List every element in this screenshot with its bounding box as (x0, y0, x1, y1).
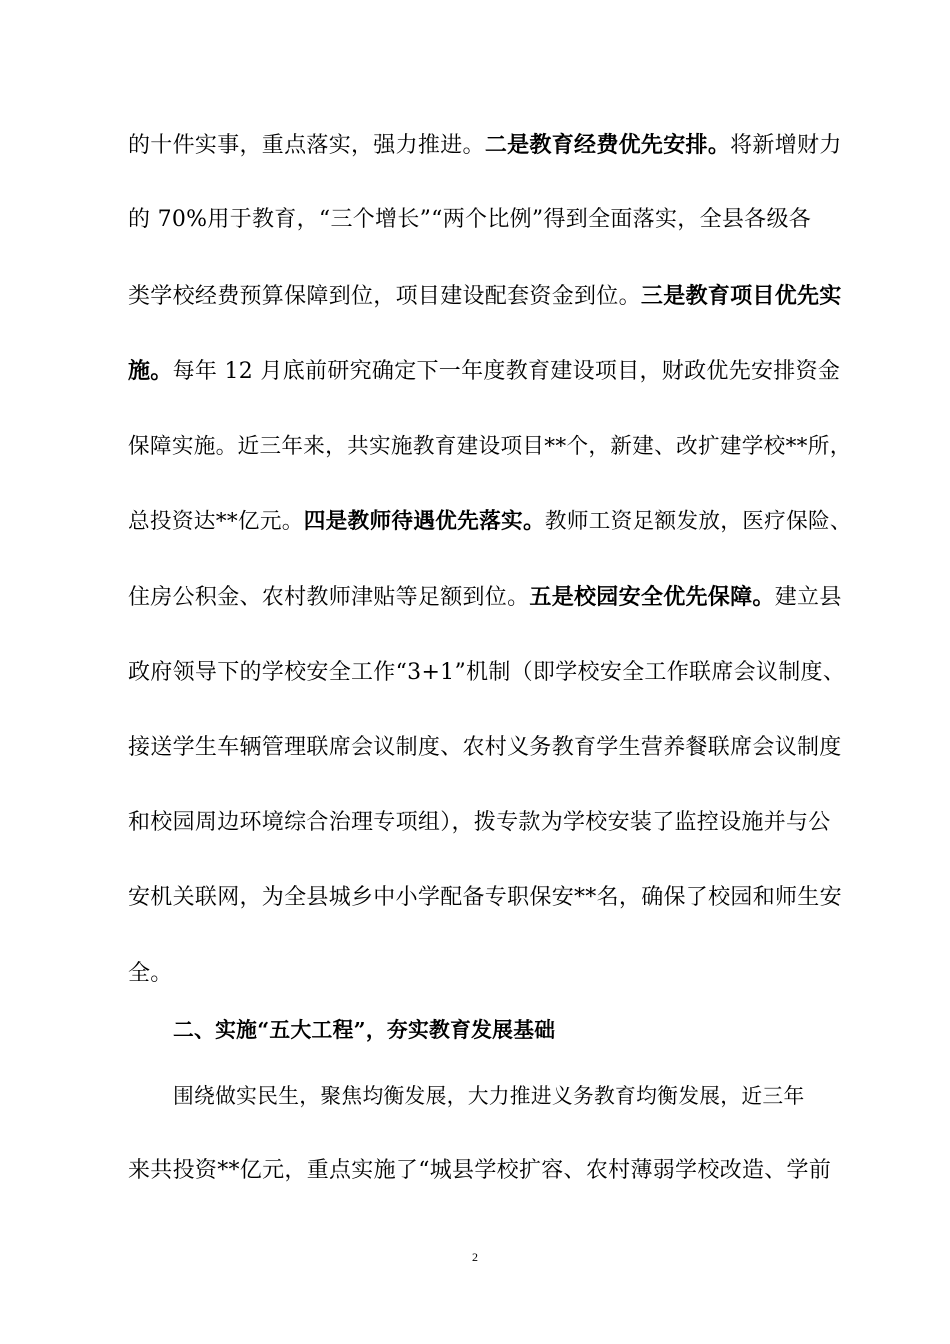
text-segment: 的十件实事，重点落实，强力推进。 (128, 133, 485, 158)
bold-segment: 四是教师待遇优先落实。 (303, 509, 545, 534)
bold-segment: 五是校园安全优先保障。 (529, 584, 775, 610)
bold-segment: 施。 (128, 358, 173, 384)
text-line-4 (128, 356, 848, 387)
text-line-5 (128, 432, 852, 462)
bold-segment: 三是教育项目优先实 (640, 283, 842, 309)
text-segment: 和校园周边环境综合治理专项组），拨专款为学校安装了监控设施并与公 (128, 810, 831, 835)
text-segment: 总投资达**亿元。 (128, 509, 304, 534)
text-segment: 接送学生车辆管理联席会议制度、农村义务教育学生营养餐联席会议制度 (128, 735, 842, 760)
text-segment: 政府领导下的学校安全工作“3+1”机制（即学校安全工作联席会议制度、 (128, 660, 846, 685)
text-line-7 (128, 582, 848, 613)
text-segment: 保障实施。近三年来，共实施教育建设项目**个，新建、改扩建学校**所， (128, 434, 852, 459)
text-line-3 (128, 281, 848, 312)
text-segment: 住房公积金、农村教师津贴等足额到位。 (128, 585, 530, 610)
text-line-10 (128, 808, 848, 838)
text-segment: 建立县 (774, 585, 842, 610)
text-segment: 类学校经费预算保障到位，项目建设配套资金到位。 (128, 284, 641, 309)
paragraph-line-2: 来共投资**亿元，重点实施了“城县学校扩容、农村薄弱学校改造、学前 (128, 1158, 832, 1183)
text-line-8 (128, 658, 848, 688)
text-line-2 (128, 205, 848, 235)
bold-segment: 二是教育经费优先安排。 (484, 132, 731, 158)
text-segment: 将新增财力 (730, 133, 842, 158)
paragraph-line-1: 围绕做实民生，聚焦均衡发展，大力推进义务教育均衡发展，近三年 (173, 1084, 805, 1108)
text-line-12 (128, 959, 848, 989)
page-number: 2 (472, 1250, 478, 1264)
text-line-9 (128, 733, 848, 763)
section-heading: 二、实施“五大工程”，夯实教育发展基础 (173, 1018, 556, 1042)
text-segment: 教师工资足额发放，医疗保险、 (544, 509, 852, 534)
text-line-1 (128, 130, 848, 161)
text-segment: 的 70%用于教育，“三个增长”“两个比例”得到全面落实，全县各级各 (128, 207, 812, 232)
text-segment: 安机关联网，为全县城乡中小学配备专职保安**名，确保了校园和师生安 (128, 885, 842, 910)
text-line-6 (128, 507, 852, 537)
text-segment: 全。 (128, 961, 173, 986)
text-segment: 每年 12 月底前研究确定下一年度教育建设项目，财政优先安排资金 (172, 359, 841, 384)
text-line-11 (128, 883, 848, 913)
